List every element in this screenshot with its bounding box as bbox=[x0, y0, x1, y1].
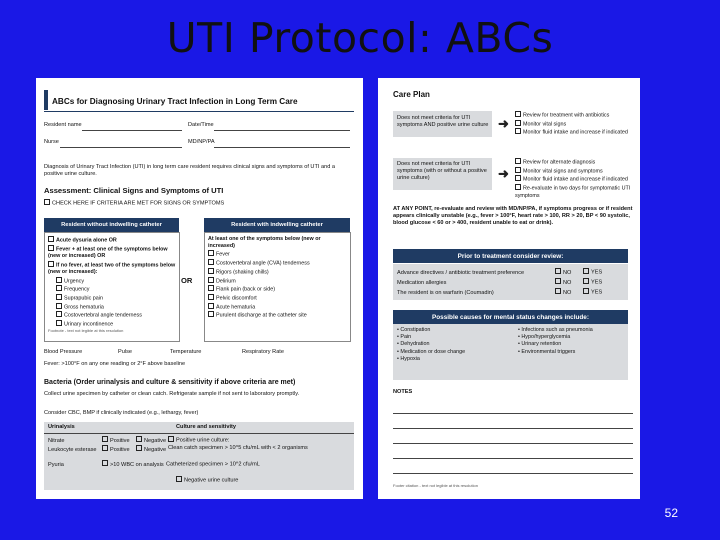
checkbox-icon[interactable] bbox=[515, 175, 521, 181]
page-number: 52 bbox=[664, 506, 678, 520]
item-text: Fever bbox=[216, 251, 230, 258]
table-rule bbox=[44, 433, 354, 434]
prior-row-label: Medication allergies bbox=[397, 279, 447, 286]
arrow-right-icon: ➜ bbox=[498, 116, 509, 131]
item-text: Suprapubic pain bbox=[64, 295, 103, 302]
checkbox-icon[interactable] bbox=[208, 268, 214, 274]
item-text: Fever + at least one of the symptoms below (new or increased) OR bbox=[48, 246, 168, 260]
row-b: Negative bbox=[144, 437, 167, 444]
checkbox-icon[interactable] bbox=[168, 436, 174, 442]
yes-label: YES bbox=[591, 269, 603, 276]
list-item: • Hypoxia bbox=[397, 355, 420, 362]
at-any-point-text: AT ANY POINT, re-evaluate and review with MD/NP/PA, if symptoms progress or if resident appears clinically unstable (e.g., fever > 100°F, heart rate > 100, RR > 20, BP < 90 systolic, blood glucose < 60 or > 400, resident unable to eat or drink). bbox=[393, 206, 633, 226]
checkbox-icon[interactable] bbox=[555, 268, 561, 274]
item-text: Pelvic discomfort bbox=[216, 295, 257, 302]
checkbox-icon[interactable] bbox=[208, 277, 214, 283]
row-c: Clean catch specimen > 10^5 cfu/mL with < 2 organisms bbox=[168, 445, 308, 451]
table-row bbox=[48, 460, 350, 469]
item-text: Acute dysuria alone OR bbox=[56, 237, 117, 244]
row-c: Catheterized specimen > 10^2 cfu/mL bbox=[166, 461, 260, 468]
item-text: Purulent discharge at the catheter site bbox=[216, 312, 307, 319]
nurse-field[interactable] bbox=[60, 147, 182, 148]
list-item[interactable] bbox=[208, 250, 348, 259]
checkbox-icon[interactable] bbox=[208, 285, 214, 291]
row-a: Positive bbox=[110, 437, 130, 444]
intro-text: Diagnosis of Urinary Tract Infection (UTI) in long term care resident requires clinical signs and symptoms of UTI and a positive urine culture. bbox=[44, 164, 335, 177]
list-item[interactable] bbox=[515, 184, 633, 200]
list-item[interactable] bbox=[48, 285, 176, 294]
resident-name-field[interactable] bbox=[82, 130, 182, 131]
checkbox-icon[interactable] bbox=[208, 311, 214, 317]
list-item[interactable] bbox=[48, 261, 176, 277]
no-label: NO bbox=[563, 279, 572, 286]
list-item: • Infections such as pneumonia bbox=[518, 327, 593, 333]
causes-right-list bbox=[518, 327, 593, 356]
arrow-right-icon: ➜ bbox=[498, 166, 509, 181]
item-text: Acute hematuria bbox=[216, 304, 256, 311]
vital-pulse: Pulse bbox=[118, 349, 132, 355]
checkbox-icon[interactable] bbox=[555, 288, 561, 294]
yes-label: YES bbox=[591, 289, 603, 296]
list-item[interactable] bbox=[515, 175, 633, 184]
checkbox-icon[interactable] bbox=[583, 278, 589, 284]
row-label: Pyuria bbox=[48, 461, 64, 468]
nurse-label: Nurse bbox=[44, 139, 59, 145]
col-without-header: Resident without indwelling catheter bbox=[44, 218, 179, 232]
without-footnote: Footnote - text not legible at this resolution bbox=[48, 328, 124, 333]
table-footer bbox=[176, 476, 238, 485]
resident-name-label: Resident name bbox=[44, 122, 82, 128]
item-text: Re-evaluate in two days for symptomatic UTI symptoms bbox=[515, 185, 631, 199]
item-text: Urgency bbox=[64, 278, 85, 285]
care-plan-page bbox=[378, 78, 640, 499]
prior-row bbox=[397, 278, 627, 287]
heading-rule bbox=[44, 111, 354, 112]
list-item[interactable] bbox=[48, 294, 176, 303]
item-text: Frequency bbox=[64, 286, 90, 293]
bacteria-text: Collect urine specimen by catheter or clean catch. Refrigerate sample if not sent to laboratory promptly. bbox=[44, 391, 300, 397]
notes-label: NOTES bbox=[393, 389, 413, 395]
list-item[interactable] bbox=[48, 245, 176, 261]
table-row bbox=[48, 445, 350, 454]
citation-footer: Footer citation - text not legible at this resolution bbox=[393, 483, 478, 488]
bacteria-heading: Bacteria (Order urinalysis and culture & sensitivity if above criteria are met) bbox=[44, 379, 296, 386]
row-a: >10 WBC on analysis bbox=[110, 461, 164, 468]
notes-line[interactable] bbox=[393, 473, 633, 474]
checkbox-icon[interactable] bbox=[583, 288, 589, 294]
item-text: Monitor fluid intake and increase if indicated bbox=[523, 176, 628, 183]
checkbox-icon[interactable] bbox=[102, 445, 108, 451]
list-item: • Medication or dose change bbox=[397, 348, 466, 355]
item-text: Review for alternate diagnosis bbox=[523, 159, 596, 166]
checkbox-icon[interactable] bbox=[44, 199, 50, 205]
list-item[interactable] bbox=[208, 268, 348, 277]
checkbox-icon[interactable] bbox=[515, 158, 521, 164]
list-item: • Urinary retention bbox=[518, 341, 562, 348]
checkbox-icon[interactable] bbox=[56, 311, 62, 317]
list-item[interactable] bbox=[48, 311, 176, 320]
checkbox-icon[interactable] bbox=[555, 278, 561, 284]
list-item: • Dehydration bbox=[397, 341, 430, 348]
checkbox-icon[interactable] bbox=[136, 436, 142, 442]
list-item[interactable] bbox=[515, 167, 633, 176]
plan1-list bbox=[515, 111, 628, 137]
checkbox-icon[interactable] bbox=[102, 460, 108, 466]
row-b: Negative bbox=[144, 446, 167, 453]
checkbox-icon[interactable] bbox=[48, 245, 54, 251]
list-item[interactable] bbox=[515, 158, 633, 167]
prior-header: Prior to treatment consider review: bbox=[393, 249, 628, 263]
table-row bbox=[48, 436, 350, 445]
prior-row-label: The resident is on warfarin (Coumadin) bbox=[397, 289, 494, 296]
prior-row bbox=[397, 288, 627, 297]
item-text: Urinary incontinence bbox=[64, 321, 114, 328]
item-text: Flank pain (back or side) bbox=[216, 286, 276, 293]
check-note bbox=[44, 199, 224, 208]
item-text: If no fever, at least two of the symptoms below (new or increased): bbox=[48, 262, 176, 276]
item-text: Costovertebral angle (CVA) tenderness bbox=[216, 260, 310, 267]
or-label: OR bbox=[181, 276, 193, 285]
list-item[interactable] bbox=[208, 311, 348, 320]
md-np-pa-field[interactable] bbox=[214, 147, 350, 148]
checkbox-icon[interactable] bbox=[136, 445, 142, 451]
prior-row-label: Advance directives / antibiotic treatment preference bbox=[397, 269, 525, 276]
date-time-field[interactable] bbox=[214, 130, 350, 131]
table-col2: Culture and sensitivity bbox=[176, 424, 236, 430]
list-item[interactable] bbox=[208, 259, 348, 268]
item-text: Rigors (shaking chills) bbox=[216, 269, 269, 276]
with-list bbox=[208, 236, 348, 320]
checkbox-icon[interactable] bbox=[515, 120, 521, 126]
item-text: Review for treatment with antibiotics bbox=[523, 112, 610, 119]
row-c: Positive urine culture: bbox=[176, 437, 230, 444]
checkbox-icon[interactable] bbox=[56, 285, 62, 291]
item-text: Delirium bbox=[216, 278, 236, 285]
checkbox-icon[interactable] bbox=[56, 303, 62, 309]
item-text: Monitor vital signs and symptoms bbox=[523, 168, 603, 175]
list-item[interactable] bbox=[515, 111, 628, 120]
prior-row bbox=[397, 268, 627, 277]
list-item: • Environmental triggers bbox=[518, 348, 576, 355]
checkbox-icon[interactable] bbox=[515, 184, 521, 190]
row-a: Positive bbox=[110, 446, 130, 453]
checkbox-icon[interactable] bbox=[56, 277, 62, 283]
checkbox-icon[interactable] bbox=[515, 128, 521, 134]
list-item[interactable] bbox=[48, 236, 176, 245]
checkbox-icon[interactable] bbox=[208, 294, 214, 300]
list-item: • Constipation bbox=[397, 327, 431, 333]
checkbox-icon[interactable] bbox=[208, 250, 214, 256]
item-text: Costovertebral angle tenderness bbox=[64, 312, 142, 319]
notes-line[interactable] bbox=[393, 443, 633, 444]
list-item[interactable] bbox=[515, 128, 628, 137]
checkbox-icon[interactable] bbox=[176, 476, 182, 482]
list-item: At least one of the symptoms below (new or increased) bbox=[208, 236, 321, 250]
item-text: Monitor vital signs bbox=[523, 121, 567, 128]
checkbox-icon[interactable] bbox=[208, 259, 214, 265]
without-list bbox=[48, 236, 176, 329]
list-item: • Pain bbox=[397, 334, 412, 341]
row-label: Leukocyte esterase bbox=[48, 446, 97, 453]
fever-note: Fever: >100°F on any one reading or 2°F above baseline bbox=[44, 361, 186, 367]
table-footer-text: Negative urine culture bbox=[184, 477, 239, 484]
care-plan-heading: Care Plan bbox=[393, 90, 430, 99]
abcs-form-page bbox=[36, 78, 363, 499]
list-item[interactable] bbox=[208, 294, 348, 303]
top-band bbox=[44, 90, 48, 110]
row-label: Nitrate bbox=[48, 437, 65, 444]
notes-line[interactable] bbox=[393, 458, 633, 459]
notes-line[interactable] bbox=[393, 428, 633, 429]
no-label: NO bbox=[563, 289, 572, 296]
consider-text: Consider CBC, BMP if clinically indicated (e.g., lethargy, fever) bbox=[44, 410, 199, 416]
checkbox-icon[interactable] bbox=[208, 303, 214, 309]
checkbox-icon[interactable] bbox=[515, 167, 521, 173]
list-item[interactable] bbox=[515, 120, 628, 129]
vital-temp: Temperature bbox=[170, 349, 202, 355]
date-time-label: Date/Time bbox=[188, 122, 214, 128]
list-item[interactable] bbox=[48, 277, 176, 286]
notes-line[interactable] bbox=[393, 413, 633, 414]
checkbox-icon[interactable] bbox=[583, 268, 589, 274]
table-col1: Urinalysis bbox=[48, 424, 75, 430]
slide-title: UTI Protocol: ABCs bbox=[166, 14, 554, 62]
form-heading: ABCs for Diagnosing Urinary Tract Infection in Long Term Care bbox=[52, 97, 298, 106]
no-label: NO bbox=[563, 269, 572, 276]
assessment-heading: Assessment: Clinical Signs and Symptoms of UTI bbox=[44, 186, 224, 195]
check-note-text: CHECK HERE IF CRITERIA ARE MET FOR SIGNS OR SYMPTOMS bbox=[52, 200, 225, 207]
checkbox-icon[interactable] bbox=[48, 236, 54, 242]
vital-bp: Blood Pressure bbox=[44, 349, 83, 355]
plan1-text: Does not meet criteria for UTI symptoms AND positive urine culture bbox=[397, 115, 489, 128]
causes-header: Possible causes for mental status changes include: bbox=[393, 310, 628, 324]
checkbox-icon[interactable] bbox=[48, 261, 54, 267]
item-text: Monitor fluid intake and increase if indicated bbox=[523, 129, 628, 136]
checkbox-icon[interactable] bbox=[56, 320, 62, 326]
checkbox-icon[interactable] bbox=[102, 436, 108, 442]
plan2-list bbox=[515, 158, 633, 200]
md-np-pa-label: MD/NP/PA bbox=[188, 139, 215, 145]
list-item[interactable] bbox=[208, 285, 348, 294]
list-item: • Hypo/hyperglycemia bbox=[518, 334, 571, 341]
vital-rr: Respiratory Rate bbox=[242, 349, 284, 355]
checkbox-icon[interactable] bbox=[56, 294, 62, 300]
list-item[interactable] bbox=[48, 303, 176, 312]
col-with-header: Resident with indwelling catheter bbox=[204, 218, 350, 232]
list-item[interactable] bbox=[208, 277, 348, 286]
yes-label: YES bbox=[591, 279, 603, 286]
checkbox-icon[interactable] bbox=[515, 111, 521, 117]
plan2-text: Does not meet criteria for UTI symptoms (with or without a positive urine culture) bbox=[397, 161, 487, 181]
list-item[interactable] bbox=[208, 303, 348, 312]
item-text: Gross hematuria bbox=[64, 304, 104, 311]
causes-left-list bbox=[397, 327, 465, 363]
